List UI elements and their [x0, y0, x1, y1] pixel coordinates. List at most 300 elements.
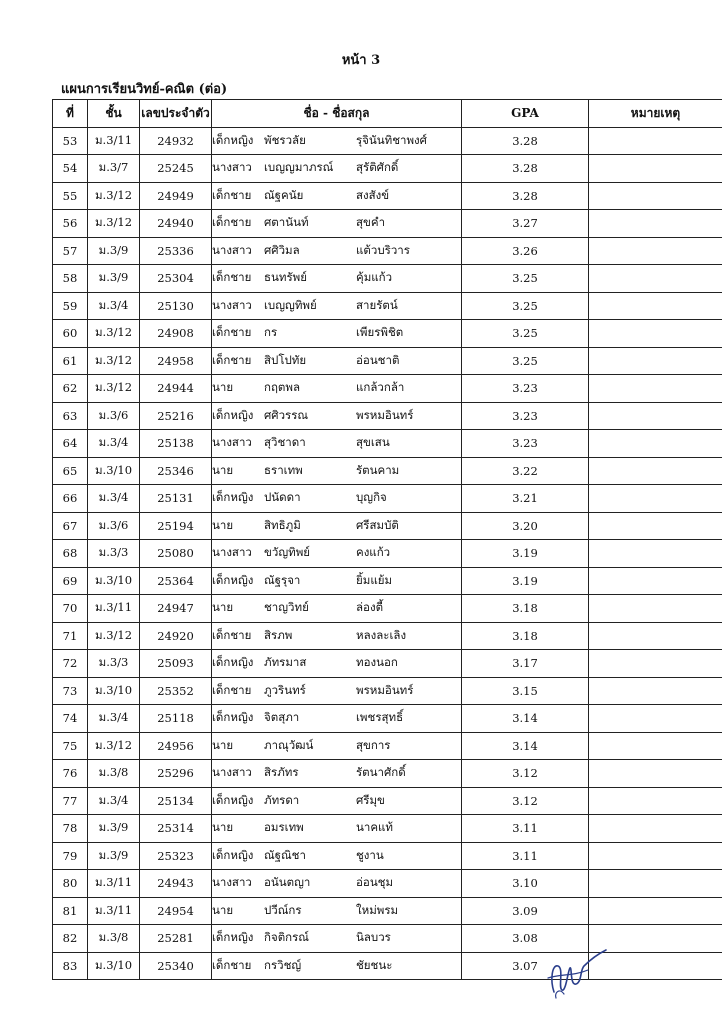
last-name: ศรีสมบัติ [356, 517, 399, 532]
table-row [53, 567, 722, 595]
first-name: อนันตญา [264, 875, 311, 890]
row-number: 65 [53, 457, 88, 485]
row-number: 67 [53, 512, 88, 540]
remark-cell [589, 210, 722, 238]
name-cell [212, 952, 462, 980]
last-name: คุ้มแก้ว [356, 270, 393, 285]
signature [540, 940, 610, 1002]
last-name: พรหมอินทร์ [356, 407, 414, 422]
row-number: 53 [53, 127, 88, 155]
gpa-cell: 3.22 [462, 457, 589, 485]
last-name: บุญกิจ [356, 490, 387, 505]
last-name: ทองนอก [356, 655, 398, 670]
last-name: สงสังข์ [356, 187, 390, 202]
table-row [53, 650, 722, 678]
name-cell [212, 677, 462, 705]
header-class: ชั้น [88, 100, 140, 128]
remark-cell [589, 732, 722, 760]
table-row [53, 952, 722, 980]
first-name: พัชรวลัย [264, 132, 306, 147]
remark-cell [589, 677, 722, 705]
gpa-cell: 3.28 [462, 127, 589, 155]
first-name: สิรภพ [264, 627, 293, 642]
table-row [53, 925, 722, 953]
first-name: ธราเทพ [264, 462, 303, 477]
first-name: อมรเทพ [264, 820, 304, 835]
row-number: 70 [53, 595, 88, 623]
name-prefix: นางสาว [212, 297, 252, 312]
student-id-cell: 25346 [140, 457, 212, 485]
remark-cell [589, 705, 722, 733]
name-cell [212, 622, 462, 650]
class-cell: ม.3/4 [88, 292, 140, 320]
remark-cell [589, 347, 722, 375]
name-prefix: นางสาว [212, 765, 252, 780]
last-name: เพชรสุทธิ์ [356, 710, 404, 725]
student-id-cell: 24943 [140, 870, 212, 898]
name-prefix: เด็กหญิง [212, 572, 254, 587]
student-id-cell: 25364 [140, 567, 212, 595]
plan-title: แผนการเรียนวิทย์-คณิต (ต่อ) [61, 82, 228, 97]
class-cell: ม.3/4 [88, 430, 140, 458]
table-row [53, 815, 722, 843]
name-cell [212, 842, 462, 870]
student-id-cell: 24908 [140, 320, 212, 348]
last-name: อ่อนชุม [356, 875, 394, 890]
row-number: 77 [53, 787, 88, 815]
row-number: 76 [53, 760, 88, 788]
table-row [53, 457, 722, 485]
results-table [52, 99, 722, 980]
table-row [53, 320, 722, 348]
class-cell: ม.3/6 [88, 512, 140, 540]
last-name: นาคแท้ [356, 820, 394, 835]
student-id-cell: 25134 [140, 787, 212, 815]
name-cell [212, 237, 462, 265]
table-row [53, 512, 722, 540]
remark-cell [589, 127, 722, 155]
class-cell: ม.3/8 [88, 760, 140, 788]
last-name: ชูงาน [356, 847, 384, 862]
table-row [53, 265, 722, 293]
row-number: 56 [53, 210, 88, 238]
student-id-cell: 25118 [140, 705, 212, 733]
name-cell [212, 155, 462, 183]
last-name: สุรัติศักดิ์ [356, 160, 399, 175]
class-cell: ม.3/4 [88, 485, 140, 513]
name-cell [212, 320, 462, 348]
name-cell [212, 760, 462, 788]
row-number: 78 [53, 815, 88, 843]
row-number: 57 [53, 237, 88, 265]
student-id-cell: 25296 [140, 760, 212, 788]
row-number: 69 [53, 567, 88, 595]
gpa-cell: 3.26 [462, 237, 589, 265]
row-number: 83 [53, 952, 88, 980]
remark-cell [589, 182, 722, 210]
name-prefix: นาย [212, 462, 234, 477]
student-id-cell: 25336 [140, 237, 212, 265]
name-cell [212, 347, 462, 375]
table-row [53, 402, 722, 430]
class-cell: ม.3/12 [88, 732, 140, 760]
student-id-cell: 25304 [140, 265, 212, 293]
remark-cell [589, 567, 722, 595]
name-prefix: นางสาว [212, 435, 252, 450]
last-name: แกล้วกล้า [356, 380, 405, 395]
student-id-cell: 24944 [140, 375, 212, 403]
class-cell: ม.3/12 [88, 182, 140, 210]
header-no: ที่ [53, 100, 88, 128]
student-id-cell: 24956 [140, 732, 212, 760]
first-name: เบญญทิพย์ [264, 297, 317, 312]
row-number: 73 [53, 677, 88, 705]
name-prefix: เด็กชาย [212, 187, 252, 202]
name-prefix: นาย [212, 600, 234, 615]
row-number: 64 [53, 430, 88, 458]
student-id-cell: 25281 [140, 925, 212, 953]
table-row [53, 182, 722, 210]
last-name: รัตนคาม [356, 462, 400, 477]
last-name: พรหมอินทร์ [356, 682, 414, 697]
first-name: สุวิชาดา [264, 435, 306, 450]
table-row [53, 292, 722, 320]
last-name: แต้วบริวาร [356, 242, 410, 257]
table-row [53, 485, 722, 513]
name-prefix: นาย [212, 737, 234, 752]
name-prefix: นางสาว [212, 545, 252, 560]
first-name: ณัฐณิชา [264, 847, 306, 862]
first-name: ภัทรมาส [264, 655, 307, 670]
class-cell: ม.3/4 [88, 787, 140, 815]
first-name: ภาณุวัฒน์ [264, 737, 314, 752]
last-name: ใหม่พรม [356, 902, 399, 917]
class-cell: ม.3/9 [88, 237, 140, 265]
table-row [53, 732, 722, 760]
student-id-cell: 25194 [140, 512, 212, 540]
row-number: 59 [53, 292, 88, 320]
class-cell: ม.3/11 [88, 870, 140, 898]
name-prefix: นาย [212, 517, 234, 532]
row-number: 55 [53, 182, 88, 210]
name-prefix: เด็กชาย [212, 352, 252, 367]
class-cell: ม.3/12 [88, 622, 140, 650]
first-name: เบญญมาภรณ์ [264, 160, 334, 175]
header-name: ชื่อ - ชื่อสกุล [212, 100, 462, 128]
gpa-cell: 3.09 [462, 897, 589, 925]
gpa-cell: 3.17 [462, 650, 589, 678]
remark-cell [589, 650, 722, 678]
name-cell [212, 925, 462, 953]
first-name: ชาญวิทย์ [264, 600, 309, 615]
first-name: ธนทรัพย์ [264, 270, 307, 285]
name-cell [212, 375, 462, 403]
remark-cell [589, 842, 722, 870]
class-cell: ม.3/10 [88, 952, 140, 980]
first-name: ณัฐคนัย [264, 187, 304, 202]
table-row [53, 430, 722, 458]
remark-cell [589, 237, 722, 265]
row-number: 80 [53, 870, 88, 898]
last-name: สุขเสน [356, 435, 390, 450]
table-row [53, 347, 722, 375]
gpa-cell: 3.19 [462, 540, 589, 568]
remark-cell [589, 155, 722, 183]
student-id-cell: 25130 [140, 292, 212, 320]
first-name: ณัฐรุจา [264, 572, 301, 587]
row-number: 71 [53, 622, 88, 650]
gpa-cell: 3.20 [462, 512, 589, 540]
remark-cell [589, 292, 722, 320]
gpa-cell: 3.25 [462, 265, 589, 293]
table-row [53, 842, 722, 870]
class-cell: ม.3/10 [88, 457, 140, 485]
remark-cell [589, 815, 722, 843]
gpa-cell: 3.08 [462, 925, 589, 953]
name-prefix: เด็กหญิง [212, 930, 254, 945]
student-id-cell: 24958 [140, 347, 212, 375]
header-student-id: เลขประจำตัว [140, 100, 212, 128]
last-name: หลงละเลิง [356, 627, 407, 642]
class-cell: ม.3/9 [88, 842, 140, 870]
remark-cell [589, 512, 722, 540]
row-number: 72 [53, 650, 88, 678]
gpa-cell: 3.25 [462, 320, 589, 348]
row-number: 75 [53, 732, 88, 760]
name-cell [212, 732, 462, 760]
row-number: 58 [53, 265, 88, 293]
name-cell [212, 897, 462, 925]
last-name: นิลบวร [356, 930, 391, 945]
name-cell [212, 512, 462, 540]
class-cell: ม.3/12 [88, 375, 140, 403]
first-name: กรวิชญ์ [264, 957, 302, 972]
gpa-cell: 3.14 [462, 705, 589, 733]
name-prefix: เด็กชาย [212, 627, 252, 642]
gpa-cell: 3.23 [462, 430, 589, 458]
name-cell [212, 787, 462, 815]
student-id-cell: 24954 [140, 897, 212, 925]
last-name: ล่องตี้ [356, 600, 384, 615]
name-cell [212, 182, 462, 210]
first-name: ศตานันท์ [264, 215, 309, 230]
student-id-cell: 24949 [140, 182, 212, 210]
student-id-cell: 25131 [140, 485, 212, 513]
student-id-cell: 24920 [140, 622, 212, 650]
gpa-cell: 3.23 [462, 375, 589, 403]
row-number: 61 [53, 347, 88, 375]
first-name: กิจติกรณ์ [264, 930, 309, 945]
name-cell [212, 127, 462, 155]
name-prefix: เด็กชาย [212, 215, 252, 230]
remark-cell [589, 375, 722, 403]
table-row [53, 155, 722, 183]
gpa-cell: 3.21 [462, 485, 589, 513]
student-id-cell: 25138 [140, 430, 212, 458]
name-prefix: เด็กชาย [212, 270, 252, 285]
remark-cell [589, 320, 722, 348]
class-cell: ม.3/10 [88, 677, 140, 705]
class-cell: ม.3/11 [88, 897, 140, 925]
row-number: 74 [53, 705, 88, 733]
name-prefix: นางสาว [212, 875, 252, 890]
first-name: ปวีณ์กร [264, 902, 302, 917]
table-row [53, 127, 722, 155]
student-id-cell: 24940 [140, 210, 212, 238]
gpa-cell: 3.15 [462, 677, 589, 705]
gpa-cell: 3.07 [462, 952, 589, 980]
class-cell: ม.3/3 [88, 540, 140, 568]
class-cell: ม.3/12 [88, 210, 140, 238]
student-id-cell: 25245 [140, 155, 212, 183]
name-prefix: นางสาว [212, 160, 252, 175]
remark-cell [589, 402, 722, 430]
class-cell: ม.3/9 [88, 265, 140, 293]
first-name: ศศิวิมล [264, 242, 300, 257]
gpa-cell: 3.14 [462, 732, 589, 760]
table-row [53, 677, 722, 705]
gpa-cell: 3.28 [462, 155, 589, 183]
gpa-cell: 3.18 [462, 595, 589, 623]
name-cell [212, 485, 462, 513]
gpa-cell: 3.10 [462, 870, 589, 898]
last-name: รุจินันทิชาพงศ์ [356, 132, 427, 147]
gpa-cell: 3.27 [462, 210, 589, 238]
gpa-cell: 3.12 [462, 787, 589, 815]
row-number: 81 [53, 897, 88, 925]
last-name: คงแก้ว [356, 545, 391, 560]
class-cell: ม.3/3 [88, 650, 140, 678]
name-prefix: เด็กชาย [212, 325, 252, 340]
name-cell [212, 265, 462, 293]
student-id-cell: 25352 [140, 677, 212, 705]
gpa-cell: 3.28 [462, 182, 589, 210]
student-id-cell: 25314 [140, 815, 212, 843]
name-cell [212, 595, 462, 623]
table-header-row [53, 100, 722, 128]
row-number: 60 [53, 320, 88, 348]
remark-cell [589, 540, 722, 568]
name-prefix: นาย [212, 820, 234, 835]
gpa-cell: 3.25 [462, 292, 589, 320]
name-prefix: นาย [212, 380, 234, 395]
last-name: อ่อนชาติ [356, 352, 400, 367]
last-name: สายรัตน์ [356, 297, 398, 312]
gpa-cell: 3.18 [462, 622, 589, 650]
class-cell: ม.3/12 [88, 320, 140, 348]
name-prefix: นางสาว [212, 242, 252, 257]
row-number: 62 [53, 375, 88, 403]
name-cell [212, 292, 462, 320]
first-name: สิปโปทัย [264, 352, 307, 367]
last-name: เพียรพิชิต [356, 325, 404, 340]
name-prefix: เด็กหญิง [212, 490, 254, 505]
remark-cell [589, 485, 722, 513]
last-name: สุขคำ [356, 215, 386, 230]
name-cell [212, 210, 462, 238]
name-cell [212, 540, 462, 568]
table-row [53, 622, 722, 650]
first-name: ปนัดดา [264, 490, 301, 505]
name-prefix: เด็กหญิง [212, 655, 254, 670]
row-number: 82 [53, 925, 88, 953]
row-number: 63 [53, 402, 88, 430]
remark-cell [589, 870, 722, 898]
remark-cell [589, 787, 722, 815]
class-cell: ม.3/11 [88, 595, 140, 623]
table-row [53, 375, 722, 403]
first-name: กฤตพล [264, 380, 301, 395]
table-row [53, 705, 722, 733]
first-name: ขวัญทิพย์ [264, 545, 311, 560]
table-row [53, 787, 722, 815]
last-name: ชัยชนะ [356, 957, 393, 972]
first-name: สิรภัทร [264, 765, 299, 780]
class-cell: ม.3/11 [88, 127, 140, 155]
name-cell [212, 402, 462, 430]
table-row [53, 540, 722, 568]
student-id-cell: 25323 [140, 842, 212, 870]
first-name: ศศิวรรณ [264, 407, 309, 422]
class-cell: ม.3/12 [88, 347, 140, 375]
remark-cell [589, 622, 722, 650]
gpa-cell: 3.23 [462, 402, 589, 430]
table-row [53, 237, 722, 265]
remark-cell [589, 430, 722, 458]
last-name: สุขการ [356, 737, 391, 752]
table-row [53, 897, 722, 925]
remark-cell [589, 897, 722, 925]
class-cell: ม.3/10 [88, 567, 140, 595]
row-number: 54 [53, 155, 88, 183]
last-name: รัตนาศักดิ์ [356, 765, 406, 780]
student-id-cell: 24947 [140, 595, 212, 623]
name-cell [212, 705, 462, 733]
student-id-cell: 25080 [140, 540, 212, 568]
name-cell [212, 870, 462, 898]
gpa-cell: 3.19 [462, 567, 589, 595]
student-id-cell: 24932 [140, 127, 212, 155]
name-prefix: เด็กหญิง [212, 132, 254, 147]
class-cell: ม.3/6 [88, 402, 140, 430]
name-prefix: เด็กหญิง [212, 710, 254, 725]
name-cell [212, 567, 462, 595]
gpa-cell: 3.12 [462, 760, 589, 788]
row-number: 68 [53, 540, 88, 568]
header-gpa: GPA [462, 100, 589, 128]
name-cell [212, 650, 462, 678]
row-number: 79 [53, 842, 88, 870]
class-cell: ม.3/9 [88, 815, 140, 843]
class-cell: ม.3/4 [88, 705, 140, 733]
name-prefix: เด็กหญิง [212, 847, 254, 862]
remark-cell [589, 457, 722, 485]
first-name: ภูวรินทร์ [264, 682, 306, 697]
row-number: 66 [53, 485, 88, 513]
remark-cell [589, 265, 722, 293]
header-remark: หมายเหตุ [589, 100, 722, 128]
class-cell: ม.3/8 [88, 925, 140, 953]
name-cell [212, 815, 462, 843]
name-cell [212, 457, 462, 485]
name-cell [212, 430, 462, 458]
table-row [53, 210, 722, 238]
table-row [53, 595, 722, 623]
name-prefix: เด็กชาย [212, 957, 252, 972]
student-id-cell: 25216 [140, 402, 212, 430]
remark-cell [589, 595, 722, 623]
name-prefix: เด็กชาย [212, 682, 252, 697]
